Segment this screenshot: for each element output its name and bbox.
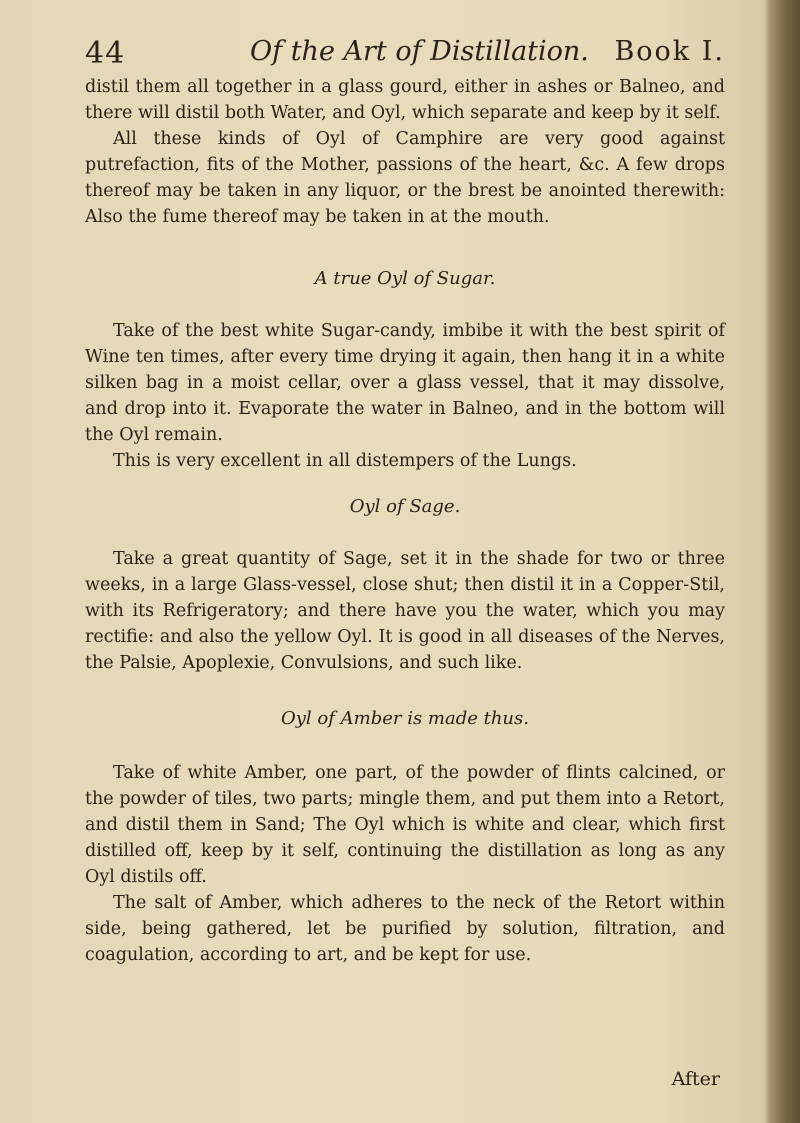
page-body (85, 74, 725, 968)
sage-paragraph: Take a great quantity of Sage, set it in the shade for two or three weeks, in a large Glass-vessel, close shut; then distil it in a Copper-Stil, with its Refrigeratory; and there have you the water, which you may rectifie: and also the yellow Oyl. It is good in all diseases of the Nerves, the Palsie, Apoplexie, Convulsions, and such like. (85, 549, 725, 673)
continued-paragraph: distil them all together in a glass gourd, either in ashes or Balneo, and there will distil both Water, and Oyl, which separate and keep by it self. (85, 77, 725, 123)
book-spine (770, 0, 800, 1123)
sugar-paragraph: Take of the best white Sugar-candy, imbibe it with the best spirit of Wine ten times, after every time drying it again, then hang it in a white silken bag in a moist cellar, over a glass vessel, that it may dissolve, and drop into it. Evaporate the water in Balneo, and in the bottom will the Oyl remain. (85, 321, 725, 445)
section-heading-amber: Oyl of Amber is made thus. (281, 708, 529, 729)
amber-paragraph: Take of white Amber, one part, of the powder of flints calcined, or the powder of tiles, two parts; mingle them, and put them into a Retort, and distil them in Sand; The Oyl which is white and clear, which first distilled off, keep by it self, continuing the distillation as long as any Oyl distils off. (85, 763, 725, 887)
running-title: Of the Art of Distillation. (250, 36, 589, 67)
book-label: Book I. (614, 36, 725, 67)
section-heading-sage: Oyl of Sage. (349, 496, 461, 517)
amber-salt-paragraph: The salt of Amber, which adheres to the neck of the Retort within side, being gathered, let be purified by solution, filtration, and coagulation, according to art, and be kept for use. (85, 893, 725, 965)
catchword: After (671, 1068, 720, 1090)
camphire-paragraph: All these kinds of Oyl of Camphire are very good against putrefaction, fits of the Mother, passions of the heart, &c. A few drops thereof may be taken in any liquor, or the brest be anointed therewith: Also the fume thereof may be taken in at the mouth. (85, 129, 725, 227)
section-heading-sugar: A true Oyl of Sugar. (314, 268, 496, 289)
sugar-note-paragraph: This is very excellent in all distempers of the Lungs. (113, 451, 577, 471)
page-header (85, 30, 725, 78)
page-number: 44 (85, 36, 126, 71)
